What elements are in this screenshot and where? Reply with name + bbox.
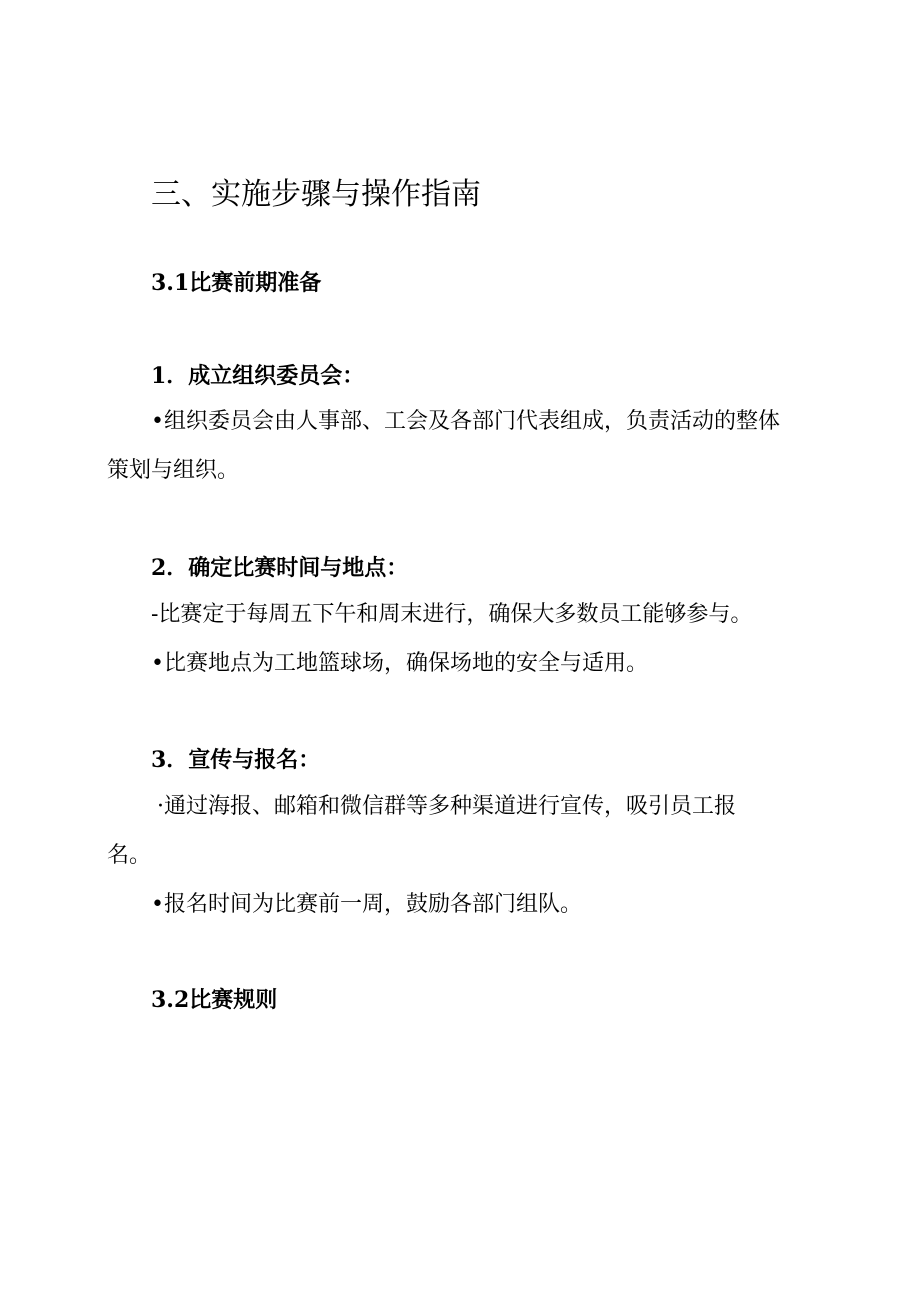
item-2-line-1: -比赛定于每周五下午和周末进行，确保大多数员工能够参与。	[151, 602, 753, 627]
subsection-heading-3-2: 3.2比赛规则	[151, 987, 278, 1013]
item-1-title: 1．成立组织委员会：	[151, 363, 365, 389]
item-3-title: 3．宣传与报名：	[151, 747, 321, 773]
subsection-heading-3-1: 3.1比赛前期准备	[151, 270, 322, 296]
section-heading: 三、实施步骤与操作指南	[151, 177, 481, 212]
item-3-line-2: 名。	[107, 843, 152, 868]
item-2-title: 2．确定比赛时间与地点：	[151, 555, 409, 581]
item-1-line-2: 策划与组织。	[107, 458, 240, 483]
item-3-line-1: ·通过海报、邮箱和微信群等多种渠道进行宣传，吸引员工报	[157, 794, 736, 819]
item-2-line-2: •比赛地点为工地篮球场，确保场地的安全与适用。	[151, 651, 648, 676]
item-1-line-1: •组织委员会由人事部、工会及各部门代表组成，负责活动的整体	[151, 409, 780, 434]
item-3-line-3: •报名时间为比赛前一周，鼓励各部门组队。	[151, 892, 582, 917]
